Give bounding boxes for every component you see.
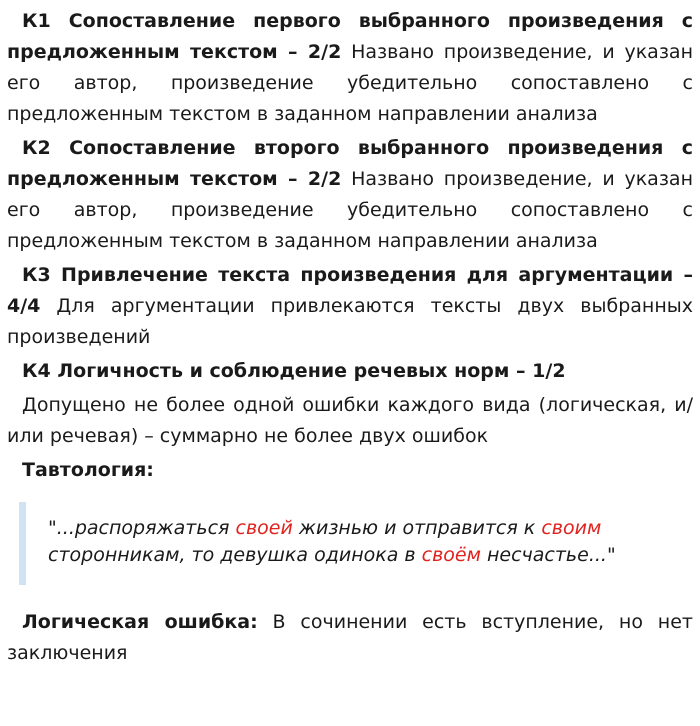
criterion-k2-title: К2 Сопоставление второго выбранного произведения с предложенным текстом – 2/2 [7,137,693,190]
quote-highlight-3: своём [421,544,481,566]
criterion-k4 [7,356,693,387]
tautology-heading-label: Тавтология: [22,459,154,481]
tautology-quote [19,502,693,585]
quote-part-2: жизнью и отправится к [292,517,542,539]
criterion-k1-title: К1 Сопоставление первого выбранного произведения с предложенным текстом – 2/2 [7,10,693,63]
logic-error-text: В сочинении есть вступление, но нет заключения [7,611,693,664]
tautology-heading [7,455,693,486]
criterion-k4-text: Допущено не более одной ошибки каждого вида (логическая, и/или речевая) – суммарно не более двух ошибок [7,394,693,447]
criterion-k4-title: К4 Логичность и соблюдение речевых норм – 1/2 [22,360,566,382]
quote-part-3: сторонникам, то девушка одинока в [48,544,422,566]
logic-error-label: Логическая ошибка: [22,611,258,633]
criterion-k3 [7,260,693,353]
quote-part-1: "...распоряжаться [48,517,236,539]
criterion-k2-text: Названо произведение, и указан его автор, произведение убедительно сопоставлено с предложенным текстом в заданном направлении анализа [7,168,693,252]
criterion-k3-title: К3 Привлечение текста произведения для аргументации – 4/4 [7,264,693,317]
criterion-k2 [7,133,693,257]
quote-part-4: несчастье..." [480,544,616,566]
quote-highlight-1: своей [235,517,293,539]
criterion-k1-text: Названо произведение, и указан его автор, произведение убедительно сопоставлено с предложенным текстом в заданном направлении анализа [7,41,693,125]
criterion-k1 [7,6,693,130]
logic-error [7,607,693,669]
criterion-k3-text: Для аргументации привлекаются тексты двух выбранных произведений [7,295,693,348]
quote-highlight-2: своим [541,517,602,539]
